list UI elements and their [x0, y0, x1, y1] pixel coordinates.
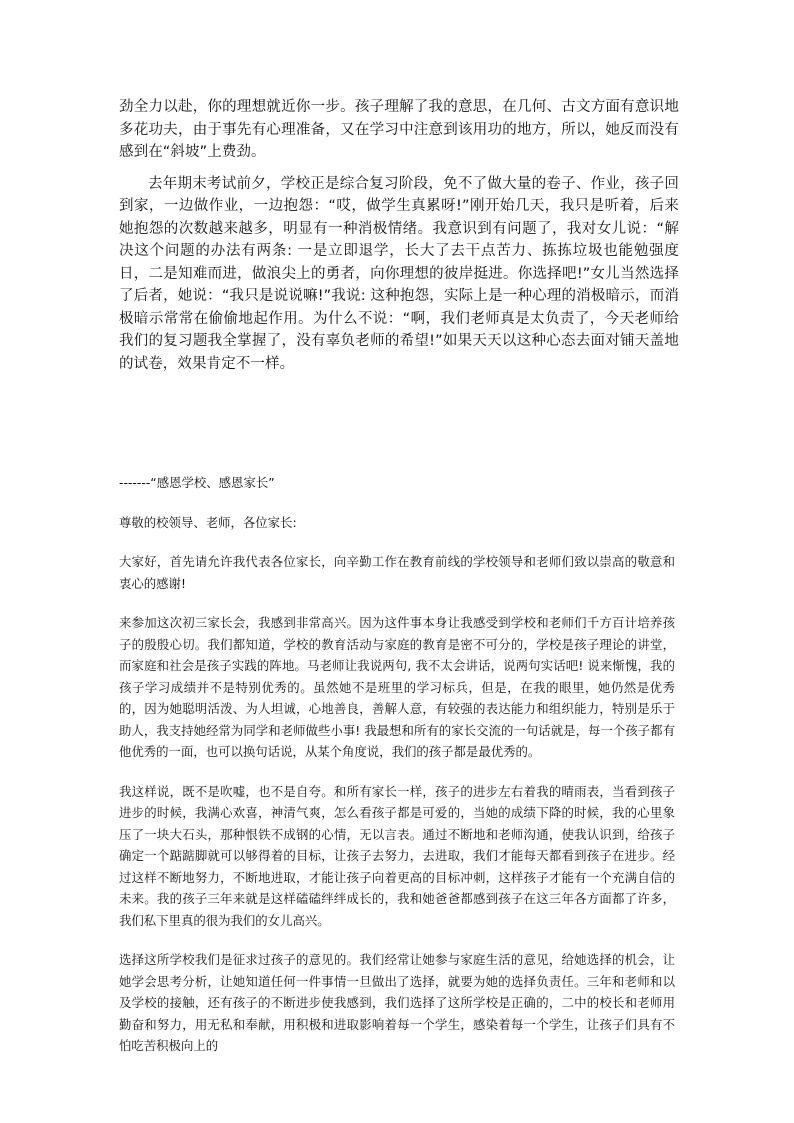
essay-paragraph: 去年期末考试前夕，学校正是综合复习阶段，免不了做大量的卷子、作业，孩子回到家，一边做作业，一边抱怨：“哎，做学生真累呀!”刚开始几天，我只是听着，后来她抱怨的次数越来越多，明显有一种消极情绪。我意识到有问题了，我对女儿说：“解决这个问题的办法有两条: 一是立即退学，长大了去干点苦力、拣拣垃圾也能勉强度日，二是知难而进，做浪尖上的勇者，向你理想的彼岸挺进。你选择吧!”女儿当然选择了后者，她说：“我只是说说嘛!”我说: 这种抱怨，实际上是一种心理的消极暗示，而消极暗示常常在偷偷地起作用。为什么不说：“啊，我们老师真是太负责了，今天老师给我们的复习题我全掌握了，没有辜负老师的希望!”如果天天以这种心态去面对铺天盖地的试卷，效果肯定不一样。	[119, 175, 679, 372]
essay-paragraph: 劲全力以赴，你的理想就近你一步。孩子理解了我的意思，在几何、古文方面有意识地多花功夫，由于事先有心理准备，又在学习中注意到该用功的地方，所以，她反而没有感到在“斜坡”上费劲。	[119, 99, 679, 160]
essay-continuation	[119, 96, 679, 375]
speech-paragraph: 大家好，首先请允许我代表各位家长，向辛勤工作在教育前线的学校领导和老师们致以崇高的敬意和衷心的感谢!	[119, 554, 675, 591]
speech-paragraph: 来参加这次初三家长会，我感到非常高兴。因为这件事本身让我感受到学校和老师们千方百计培养孩子的殷殷心切。我们都知道，学校的教育活动与家庭的教育是密不可分的，学校是孩子理论的讲堂，而家庭和社会是孩子实践的阵地。马老师让我说两句, 我不太会讲话，说两句实话吧! 说来惭愧，我的孩子学习成绩并不是特别优秀的。虽然她不是班里的学习标兵，但是，在我的眼里，她仍然是优秀的，因为她聪明活泼、为人坦诚，心地善良，善解人意，有较强的表达能力和组织能力，特别是乐于助人，我支持她经常为同学和老师做些小事! 我最想和所有的家长交流的一句话就是，每一个孩子都有他优秀的一面，也可以换句话说，从某个角度说，我们的孩子都是最优秀的。	[119, 615, 675, 759]
salutation: 尊敬的校领导、老师，各位家长:	[119, 514, 297, 530]
speech-paragraph: 选择这所学校我们是征求过孩子的意见的。我们经常让她参与家庭生活的意见，给她选择的机会，让她学会思考分析，让她知道任何一件事情一旦做出了选择，就要为她的选择负责任。三年和老师和以及学校的接触，还有孩子的不断进步使我感到，我们选择了这所学校是正确的，二中的校长和老师用勤奋和努力，用无私和奉献，用积极和进取影响着每一个学生，感染着每一个学生，让孩子们具有不怕吃苦积极向上的	[119, 952, 675, 1053]
speech-section	[119, 472, 675, 1075]
speech-paragraph: 我这样说，既不是吹嘘，也不是自夸。和所有家长一样，孩子的进步左右着我的晴雨表，当看到孩子进步的时候，我满心欢喜，神清气爽，怎么看孩子都是可爱的，当她的成绩下降的时候，我的心里象压了一块大石头，那种恨铁不成钢的心情，无以言表。通过不断地和老师沟通，使我认识到，给孩子确定一个踮踮脚就可以够得着的目标，让孩子去努力，去进取，我们才能每天都看到孩子在进步。经过这样不断地努力，不断地进取，才能让孩子向着更高的目标冲刺，这样孩子才能有一个充满自信的未来。我的孩子三年来就是这样磕磕绊绊成长的，我和她爸爸都感到孩子在这三年各方面都了许多，我们私下里真的很为我们的女儿高兴。	[119, 783, 675, 928]
section-heading: -------“感恩学校、感恩家长”	[119, 475, 275, 490]
